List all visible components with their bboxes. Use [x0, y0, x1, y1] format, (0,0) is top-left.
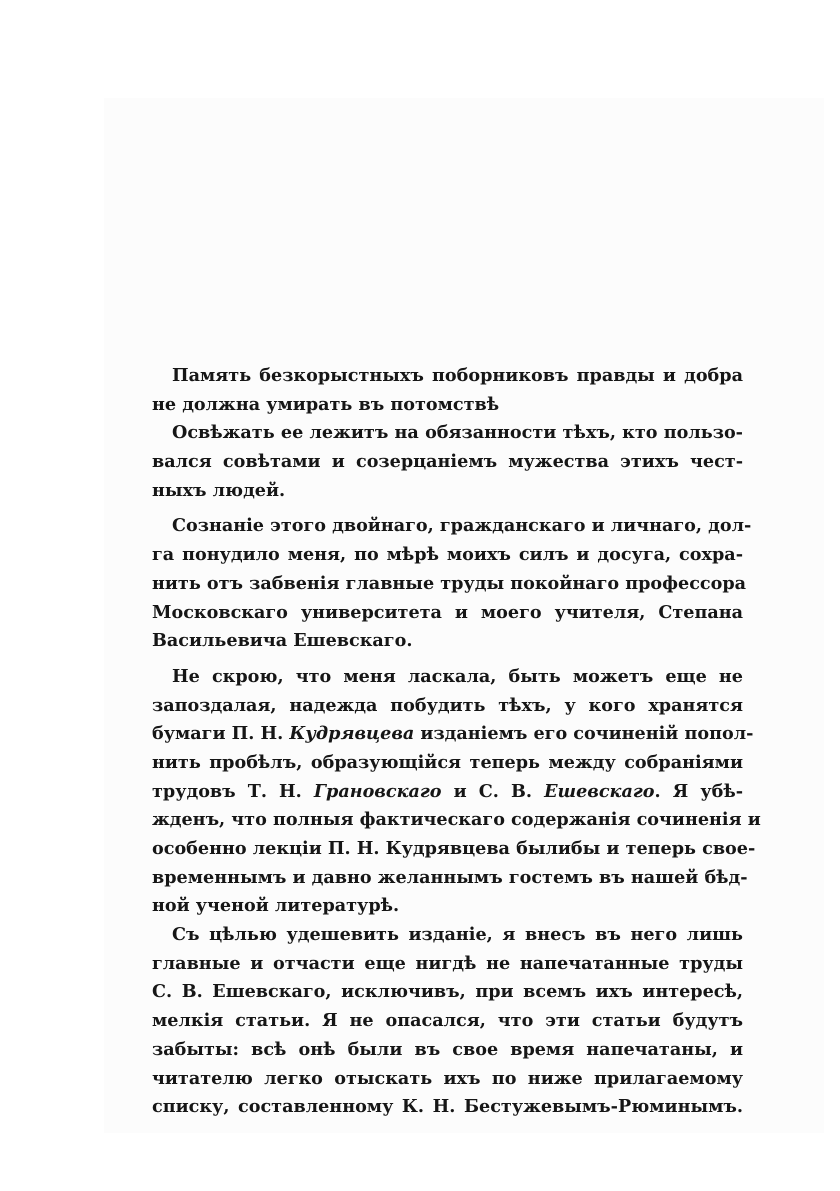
text-line: Не скрою, что меня ласкала, быть можетъ еще не — [172, 665, 743, 687]
text-line: читателю легко отыскать ихъ по ниже прилагаемому — [152, 1067, 743, 1089]
text-line: забыты: всѣ онѣ были въ свое время напечатаны, и — [152, 1038, 743, 1060]
text-line: жденъ, что полныя фактическаго содержанія сочиненія и — [152, 809, 761, 831]
text-line: главные и отчасти еще нигдѣ не напечатанные труды — [152, 952, 743, 974]
author-name-granovsky: Грановскаго — [313, 780, 442, 802]
text-line: вался совѣтами и созерцаніемъ мужества этихъ чест- — [152, 451, 743, 473]
text-line: Съ цѣлью удешевить изданіе, я внесъ въ него лишь — [172, 924, 743, 946]
text-line: Освѣжать ее лежитъ на обязанности тѣхъ, кто пользо- — [172, 422, 743, 444]
text-line: С. В. Ешевскаго, исключивъ, при всемъ ихъ интересѣ, — [152, 981, 743, 1003]
paragraph-gap — [152, 656, 743, 663]
text-line: Васильевича Ешевскаго. — [152, 630, 413, 652]
preface-text — [152, 362, 761, 1122]
text-line: ной ученой литературѣ. — [152, 895, 400, 917]
text-line: бумаги П. Н. Кудрявцева изданіемъ его сочиненій попол- — [152, 723, 754, 745]
text-line: особенно лекціи П. Н. Кудрявцева былибы и теперь свое- — [152, 838, 756, 859]
author-name-kudryavtsev: Кудрявцева — [289, 723, 415, 745]
text-line: га понудило меня, по мѣрѣ моихъ силъ и досуга, сохра- — [152, 544, 743, 566]
text-line: Московскаго университета и моего учителя, Степана — [152, 601, 743, 623]
text-line: мелкія статьи. Я не опасался, что эти статьи будутъ — [152, 1010, 743, 1032]
text-line: нить отъ забвенія главные труды покойнаго профессора — [152, 572, 747, 594]
text-line: ныхъ людей. — [152, 479, 286, 501]
text-line: Память безкорыстныхъ поборниковъ правды и добра — [172, 365, 743, 386]
text-line: не должна умирать въ потомствѣ — [152, 393, 500, 415]
book-page — [104, 98, 824, 1133]
text-line: Сознаніе этого двойнаго, гражданскаго и личнаго, дол- — [172, 515, 752, 537]
author-name-eshevsky: Ешевскаго — [544, 780, 655, 802]
text-line: списку, составленному К. Н. Бестужевымъ-Рюминымъ. — [152, 1096, 743, 1118]
text-line: временнымъ и давно желаннымъ гостемъ въ нашей бѣд- — [152, 866, 748, 888]
paragraph-gap — [152, 505, 743, 512]
text-line: трудовъ Т. Н. Грановскаго и С. В. Ешевскаго. Я убѣ- — [152, 780, 743, 802]
text-line: запоздалая, надежда побудить тѣхъ, у кого хранятся — [152, 694, 743, 716]
text-line: нить пробѣлъ, образующійся теперь между собраніями — [152, 751, 743, 773]
